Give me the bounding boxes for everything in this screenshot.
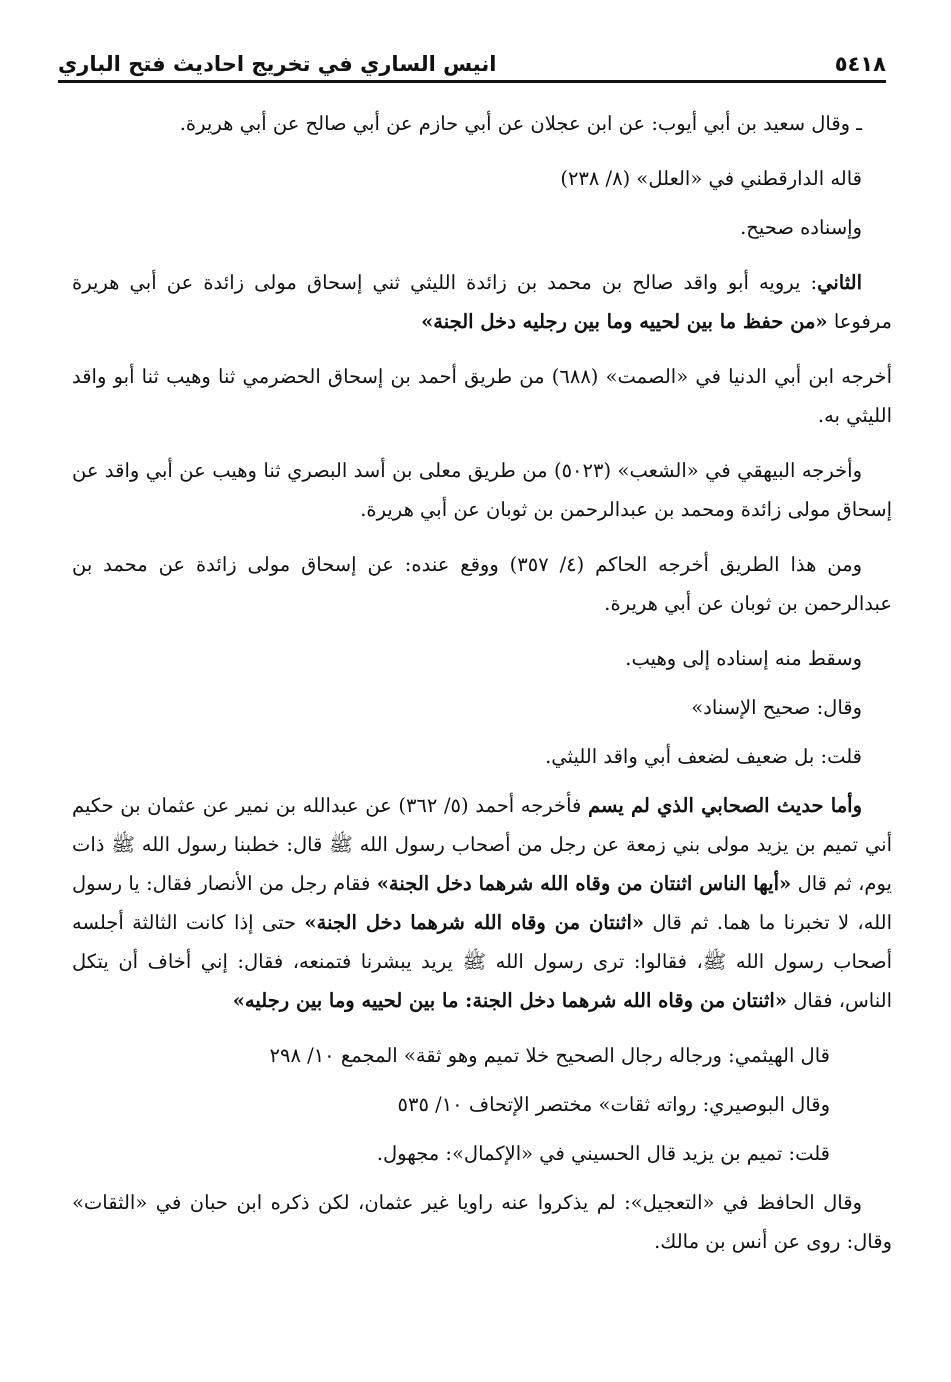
text-run: وقال: صحيح الإسناد» <box>691 696 862 719</box>
text-run: قلت: تميم بن يزيد قال الحسيني في «الإكمال»: مجهول. <box>376 1142 830 1165</box>
book-title: انيس الساري في تخريج احاديث فتح الباري <box>58 52 497 76</box>
paragraph-sahih-isnad <box>72 688 892 727</box>
text-run: وقال البوصيري: رواته ثقات» مختصر الإتحاف ١٠/ ٥٣٥ <box>397 1093 830 1116</box>
paragraph-husayni-ikmal <box>72 1134 892 1173</box>
text-run: وأخرجه البيهقي في «الشعب» (٥٠٢٣) من طريق معلى بن أسد البصري ثنا وهيب عن أبي واقد عن إسحاق مولى زائدة ومحمد بن عبدالرحمن بن ثوبان عن أبي هريرة. <box>72 459 892 521</box>
paragraph-isnad-dropped <box>72 639 892 678</box>
page-header <box>58 36 886 83</box>
text-run: وقال الحافظ في «التعجيل»: لم يذكروا عنه راويا غير عثمان، لكن ذكره ابن حبان في «الثقات» وقال: روى عن أنس بن مالك. <box>72 1191 892 1253</box>
bold-text-run: «اثنتان من وقاه الله شرهما دخل الجنة: ما بين لحييه وما بين رجليه» <box>232 989 788 1012</box>
text-run: قلت: بل ضعيف لضعف أبي واقد الليثي. <box>545 745 862 768</box>
bold-text-run: الثاني <box>817 271 862 294</box>
paragraph-daraqutni-ilal <box>72 159 892 198</box>
text-run: وإسناده صحيح. <box>740 216 862 239</box>
paragraph-bayhaqi-shuab <box>72 451 892 529</box>
text-run: أخرجه ابن أبي الدنيا في «الصمت» (٦٨٨) من طريق أحمد بن إسحاق الحضرمي ثنا وهيب ثنا أبو واقد الليثي به. <box>72 365 892 427</box>
text-run: حتى إذا كانت الثالثة أجلسه أصحاب رسول الله ﷺ، فقالوا: ترى رسول الله ﷺ يريد يبشرنا فتمنعه، فقال: إني أخاف أن يتكل الناس، فقال <box>72 911 892 1012</box>
paragraph-second-narration <box>72 263 892 341</box>
paragraph-busiri <box>72 1085 892 1124</box>
text-run: ـ وقال سعيد بن أبي أيوب: عن ابن عجلان عن أبي حازم عن أبي صالح عن أبي هريرة. <box>179 112 862 135</box>
bold-text-run: «من حفظ ما بين لحييه وما بين رجليه دخل الجنة» <box>421 310 828 333</box>
text-run: ومن هذا الطريق أخرجه الحاكم (٤/ ٣٥٧) ووقع عنده: عن إسحاق مولى زائدة عن محمد بن عبدالرحمن بن ثوبان عن أبي هريرة. <box>72 553 892 615</box>
paragraph-haythami <box>72 1036 892 1075</box>
paragraph-hafiz-tajil <box>72 1183 892 1261</box>
paragraph-said-ibn-abi-ayyub <box>72 104 892 143</box>
page-body <box>72 104 892 1277</box>
page-number: ٥٤١٨ <box>834 52 886 76</box>
paragraph-unnamed-companion <box>72 786 892 1020</box>
text-run: : يرويه أبو واقد صالح بن محمد بن زائدة الليثي ثني إسحاق مولى زائدة عن أبي هريرة مرفوعا <box>72 271 892 333</box>
paragraph-ibn-abi-dunya <box>72 357 892 435</box>
bold-text-run: «اثنتان من وقاه الله شرهما دخل الجنة» <box>304 911 645 934</box>
paragraph-abu-waqid-weak <box>72 737 892 776</box>
text-run: فأخرجه أحمد (٥/ ٣٦٢) عن عبدالله بن نمير عن عثمان بن حكيم أني تميم بن يزيد مولى بني زمعة عن رجل من أصحاب رسول الله ﷺ قال: خطبنا رسول الله ﷺ ذات يوم، ثم قال <box>72 794 892 895</box>
bold-text-run: «أيها الناس اثنتان من وقاه الله شرهما دخل الجنة» <box>376 872 792 895</box>
paragraph-isnad-sahih <box>72 208 892 247</box>
text-run: قال الهيثمي: ورجاله رجال الصحيح خلا تميم وهو ثقة» المجمع ١٠/ ٢٩٨ <box>269 1044 830 1067</box>
text-run: فقام رجل من الأنصار فقال: يا رسول الله، لا تخبرنا ما هما. ثم قال <box>72 872 892 934</box>
paragraph-hakim <box>72 545 892 623</box>
text-run: وسقط منه إسناده إلى وهيب. <box>625 647 862 670</box>
bold-text-run: وأما حديث الصحابي الذي لم يسم <box>587 794 863 817</box>
text-run: قاله الدارقطني في «العلل» (٨/ ٢٣٨) <box>560 167 862 190</box>
